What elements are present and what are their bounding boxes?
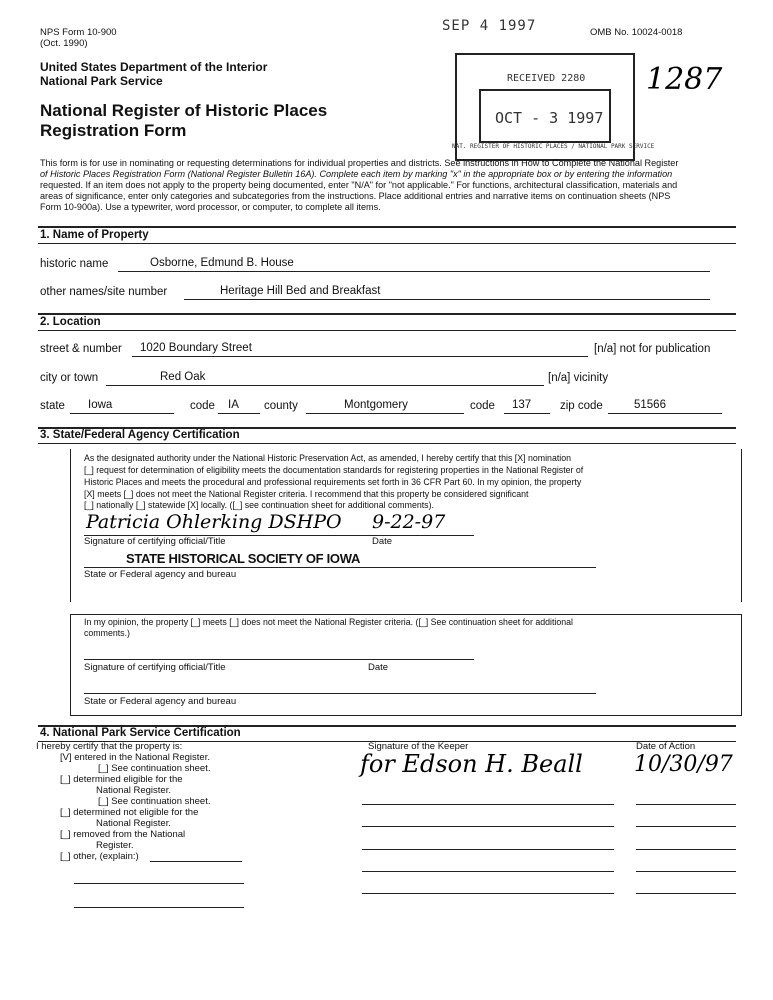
nps-option-continuation-2[interactable]: [_] See continuation sheet.	[98, 796, 211, 807]
field-underline	[504, 413, 550, 414]
agency-line-2: National Park Service	[40, 74, 163, 88]
field-underline	[84, 659, 474, 660]
handwritten-ref-number: 1287	[646, 62, 723, 97]
not-for-publication[interactable]: [n/a] not for publication	[594, 343, 711, 355]
instructions-line-4: areas of significance, enter only categories and subcategories from the instructions. Place additional entries and narrative items on continuation sheets (NPS	[40, 191, 671, 201]
received-stamp-date: OCT - 3 1997	[495, 109, 604, 127]
keeper-signature: for Edson H. Beall	[360, 750, 583, 778]
nps-cert-intro: I hereby certify that the property is:	[36, 741, 183, 752]
signature-label-2: Signature of certifying official/Title	[84, 662, 226, 673]
street-label: street & number	[40, 343, 122, 355]
field-underline	[306, 413, 464, 414]
instructions-line-3: requested. If an item does not apply to the property being documented, enter "N/A" for "not applicable." For functions, architectural classification, materials and	[40, 180, 678, 190]
street-field[interactable]: 1020 Boundary Street	[140, 342, 252, 354]
date-of-action: 10/30/97	[634, 752, 733, 777]
cert-line-4: [X] meets [_] does not meet the National Register criteria. I recommend that this property be considered significant	[84, 489, 529, 499]
form-number: NPS Form 10-900	[40, 27, 117, 38]
zip-label: zip code	[560, 400, 603, 412]
cert-line-1: As the designated authority under the National Historic Preservation Act, as amended, I hereby certify that this [X] nomination	[84, 453, 572, 463]
cert-line-2: [_] request for determination of eligibility meets the documentation standards for registering properties in the National Register of	[84, 465, 584, 475]
city-field[interactable]: Red Oak	[160, 371, 206, 383]
agency-label: State or Federal agency and bureau	[84, 569, 237, 580]
field-underline	[362, 804, 614, 805]
nps-option-not-eligible-cont: National Register.	[96, 818, 171, 829]
field-underline	[362, 826, 614, 827]
instructions-line-2: of Historic Places Registration Form (National Register Bulletin 16A). Complete each item by marking "x" in the appropriate box or by entering the information	[40, 169, 673, 179]
received-stamp	[452, 53, 655, 161]
field-underline	[84, 693, 596, 694]
nps-option-eligible[interactable]: [_] determined eligible for the	[60, 774, 183, 785]
nps-option-removed[interactable]: [_] removed from the National	[60, 829, 186, 840]
section-divider	[38, 243, 736, 244]
county-field[interactable]: Montgomery	[344, 399, 408, 411]
field-underline	[74, 883, 244, 884]
historic-name-field[interactable]: Osborne, Edmund B. House	[150, 257, 294, 269]
field-underline	[636, 826, 736, 827]
date-label: Date	[372, 536, 393, 547]
field-underline	[636, 849, 736, 850]
form-date: (Oct. 1990)	[40, 38, 88, 49]
nps-option-continuation-1[interactable]: [_] See continuation sheet.	[98, 763, 211, 774]
agency-line-1: United States Department of the Interior	[40, 60, 268, 74]
zip-field[interactable]: 51566	[634, 399, 666, 411]
keeper-label: Signature of the Keeper	[368, 741, 469, 752]
field-underline	[608, 413, 722, 414]
section-1-heading: 1. Name of Property	[40, 229, 149, 241]
received-date-stamp: SEP 4 1997	[442, 18, 537, 34]
field-underline	[636, 893, 736, 894]
field-underline	[362, 849, 614, 850]
certifying-date: 9-22-97	[372, 511, 446, 533]
field-underline	[218, 413, 260, 414]
code-label: code	[190, 400, 215, 412]
field-underline	[184, 299, 710, 300]
field-underline	[70, 413, 174, 414]
field-underline	[74, 907, 244, 908]
city-label: city or town	[40, 372, 99, 384]
field-underline	[118, 271, 710, 272]
other-names-field[interactable]: Heritage Hill Bed and Breakfast	[220, 285, 381, 297]
section-divider	[38, 313, 736, 315]
certifying-signature: Patricia Ohlerking DSHPO	[86, 511, 342, 533]
nps-option-not-eligible[interactable]: [_] determined not eligible for the	[60, 807, 199, 818]
county-code-label: code	[470, 400, 495, 412]
section-divider	[38, 443, 736, 444]
instructions-line-1: This form is for use in nominating or requesting determinations for individual properties and districts. See instructions in How to Complete the National Register	[40, 158, 679, 168]
date-of-action-label: Date of Action	[636, 741, 696, 752]
nps-option-removed-cont: Register.	[96, 840, 134, 851]
other-names-label: other names/site number	[40, 286, 168, 298]
opinion-line-2: comments.)	[84, 628, 130, 638]
nps-option-entered[interactable]: [V] entered in the National Register.	[60, 752, 210, 763]
field-underline	[106, 385, 544, 386]
field-underline	[132, 356, 588, 357]
received-stamp-inner	[479, 89, 611, 143]
section-4-heading: 4. National Park Service Certification	[40, 727, 241, 739]
received-stamp-label: RECEIVED 2280	[507, 73, 586, 84]
instructions-line-5: Form 10-900a). Use a typewriter, word processor, or computer, to complete all items.	[40, 202, 381, 212]
form-title-2: Registration Form	[40, 121, 187, 140]
field-underline	[362, 871, 614, 872]
state-code-field[interactable]: IA	[228, 399, 239, 411]
section-3-heading: 3. State/Federal Agency Certification	[40, 429, 240, 441]
county-code-field[interactable]: 137	[512, 399, 532, 411]
field-underline	[636, 871, 736, 872]
agency-label-2: State or Federal agency and bureau	[84, 696, 237, 707]
historic-name-label: historic name	[40, 258, 109, 270]
state-label: state	[40, 400, 65, 412]
field-underline	[636, 804, 736, 805]
nps-option-other[interactable]: [_] other, (explain:)	[60, 851, 139, 862]
cert-line-5: [_] nationally [_] statewide [X] locally. ([_] see continuation sheet for additional comments).	[84, 500, 434, 510]
signature-label: Signature of certifying official/Title	[84, 536, 226, 547]
section-divider	[38, 226, 736, 228]
date-label-2: Date	[368, 662, 389, 673]
field-underline	[150, 861, 242, 862]
state-field[interactable]: Iowa	[88, 399, 113, 411]
section-divider	[38, 330, 736, 331]
section-2-heading: 2. Location	[40, 316, 101, 328]
field-underline	[84, 567, 596, 568]
field-underline	[362, 893, 614, 894]
form-title-1: National Register of Historic Places	[40, 101, 328, 120]
received-stamp-nat: NAT. REGISTER OF HISTORIC PLACES / NATIONAL PARK SERVICE	[452, 143, 655, 150]
omb-number: OMB No. 10024-0018	[590, 27, 683, 38]
county-label: county	[264, 400, 298, 412]
vicinity[interactable]: [n/a] vicinity	[548, 372, 609, 384]
opinion-line-1: In my opinion, the property [_] meets [_] does not meet the National Register criteria. ([_] See continuation sheet for additional	[84, 617, 573, 627]
state-agency-name: STATE HISTORICAL SOCIETY OF IOWA	[126, 551, 361, 566]
cert-line-3: Historic Places and meets the procedural and professional requirements set forth in 36 CFR Part 60. In my opinion, the property	[84, 477, 582, 487]
nps-option-eligible-cont: National Register.	[96, 785, 171, 796]
